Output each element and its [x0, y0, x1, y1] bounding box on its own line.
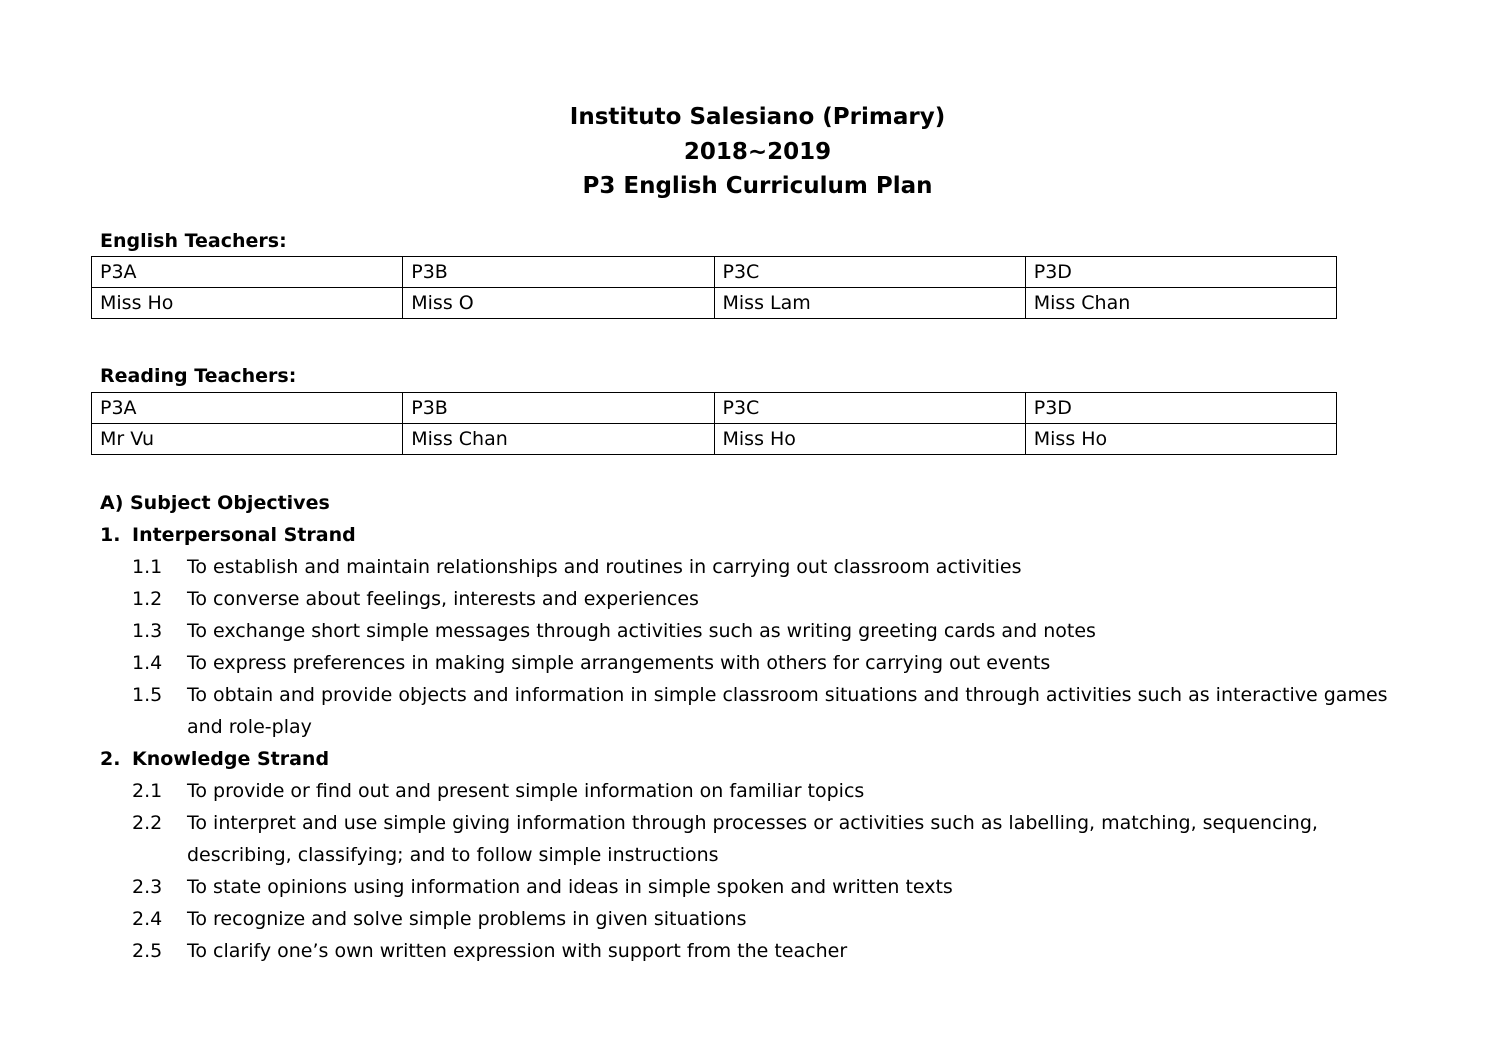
strand-number: 1. [100, 524, 121, 546]
teacher-cell: Miss Chan [1025, 288, 1336, 319]
item-text: To obtain and provide objects and information in simple classroom situations and through activities such as interactive games and role-play [187, 684, 1388, 738]
class-cell: P3D [1025, 257, 1336, 288]
table-row [92, 288, 1337, 319]
item-number: 1.2 [132, 588, 163, 610]
class-cell: P3C [714, 393, 1025, 424]
strand-heading [100, 519, 1390, 551]
teacher-cell: Miss O [403, 288, 714, 319]
table-row [92, 393, 1337, 424]
list-item [100, 775, 1390, 807]
item-number: 1.3 [132, 620, 163, 642]
item-number: 2.4 [132, 908, 163, 930]
item-text: To provide or find out and present simple information on familiar topics [187, 780, 865, 802]
strand-number: 2. [100, 748, 121, 770]
teacher-cell: Miss Lam [714, 288, 1025, 319]
school-name: Instituto Salesiano (Primary) [569, 104, 946, 130]
class-cell: P3A [92, 393, 403, 424]
plan-title: P3 English Curriculum Plan [582, 173, 933, 199]
teacher-cell: Mr Vu [92, 424, 403, 455]
list-item [100, 551, 1390, 583]
teacher-cell: Miss Ho [92, 288, 403, 319]
reading-teachers-table [91, 392, 1337, 455]
item-text: To converse about feelings, interests and experiences [187, 588, 699, 610]
list-item [100, 583, 1390, 615]
english-teachers-label: English Teachers: [100, 230, 287, 252]
subject-objectives [100, 487, 1390, 967]
document-title [0, 100, 1497, 204]
list-item [100, 679, 1390, 743]
item-text: To exchange short simple messages through activities such as writing greeting cards and notes [187, 620, 1096, 642]
item-text: To clarify one’s own written expression with support from the teacher [187, 940, 848, 962]
class-cell: P3B [403, 257, 714, 288]
class-cell: P3B [403, 393, 714, 424]
class-cell: P3C [714, 257, 1025, 288]
strand-title: Interpersonal Strand [132, 524, 356, 546]
table-row [92, 257, 1337, 288]
item-text: To establish and maintain relationships and routines in carrying out classroom activities [187, 556, 1022, 578]
item-text: To interpret and use simple giving information through processes or activities such as labelling, matching, sequencing, describing, classifying; and to follow simple instructions [187, 812, 1318, 866]
class-cell: P3D [1025, 393, 1336, 424]
list-item [100, 903, 1390, 935]
teacher-cell: Miss Chan [403, 424, 714, 455]
teacher-cell: Miss Ho [714, 424, 1025, 455]
item-text: To express preferences in making simple arrangements with others for carrying out events [187, 652, 1051, 674]
list-item [100, 935, 1390, 967]
item-text: To state opinions using information and ideas in simple spoken and written texts [187, 876, 953, 898]
list-item [100, 807, 1390, 871]
item-number: 2.2 [132, 812, 163, 834]
item-number: 1.5 [132, 684, 163, 706]
item-number: 1.1 [132, 556, 163, 578]
teacher-cell: Miss Ho [1025, 424, 1336, 455]
item-number: 2.1 [132, 780, 163, 802]
item-number: 2.5 [132, 940, 163, 962]
strand-title: Knowledge Strand [132, 748, 330, 770]
list-item [100, 615, 1390, 647]
list-item [100, 647, 1390, 679]
item-text: To recognize and solve simple problems in given situations [187, 908, 747, 930]
section-heading: A) Subject Objectives [100, 492, 330, 514]
school-year: 2018~2019 [683, 138, 832, 165]
item-number: 2.3 [132, 876, 163, 898]
list-item [100, 871, 1390, 903]
reading-teachers-label: Reading Teachers: [100, 365, 297, 387]
table-row [92, 424, 1337, 455]
item-number: 1.4 [132, 652, 163, 674]
strand-heading [100, 743, 1390, 775]
class-cell: P3A [92, 257, 403, 288]
english-teachers-table [91, 256, 1337, 319]
